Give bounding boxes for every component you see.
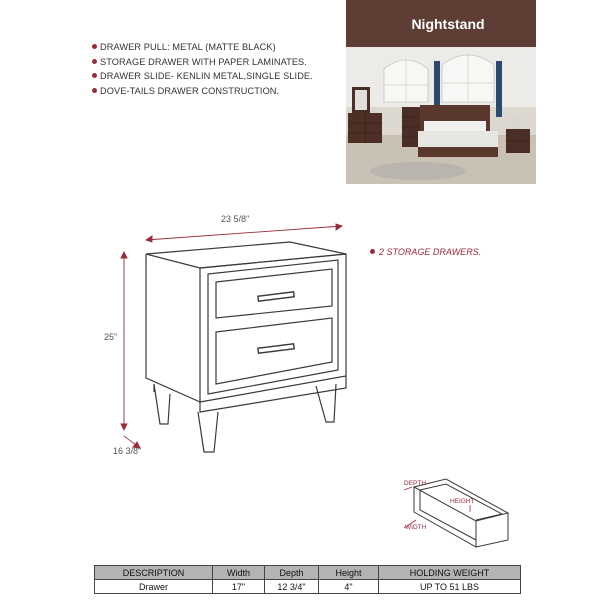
column-header: HOLDING WEIGHT: [379, 566, 521, 580]
column-header: Depth: [265, 566, 319, 580]
table-cell: Drawer: [95, 580, 213, 594]
table-header-row: [95, 566, 521, 580]
table-cell: 4": [319, 580, 379, 594]
feature-item: STORAGE DRAWER WITH PAPER LAMINATES.: [92, 55, 313, 70]
column-header: Width: [213, 566, 265, 580]
table-row: [95, 580, 521, 594]
depth-dimension: 16 3/8": [113, 446, 142, 456]
column-header: Height: [319, 566, 379, 580]
width-dimension: 23 5/8": [221, 214, 250, 224]
storage-note: 2 STORAGE DRAWERS.: [370, 247, 481, 257]
product-title: Nightstand: [411, 16, 485, 32]
table-cell: 17": [213, 580, 265, 594]
drawer-depth-label: DEPTH: [404, 480, 427, 487]
feature-item: DRAWER SLIDE- KENLIN METAL,SINGLE SLIDE.: [92, 69, 313, 84]
table-cell: UP TO 51 LBS: [379, 580, 521, 594]
feature-item: DRAWER PULL: METAL (MATTE BLACK): [92, 40, 313, 55]
drawer-width-label: WIDTH: [405, 524, 427, 531]
height-dimension: 25": [104, 332, 118, 342]
table-cell: 12 3/4": [265, 580, 319, 594]
drawer-height-label: HEIGHT: [450, 498, 475, 505]
bullet-icon: [370, 249, 375, 254]
specs-table: [94, 565, 521, 594]
feature-item: DOVE-TAILS DRAWER CONSTRUCTION.: [92, 84, 313, 99]
column-header: DESCRIPTION: [95, 566, 213, 580]
